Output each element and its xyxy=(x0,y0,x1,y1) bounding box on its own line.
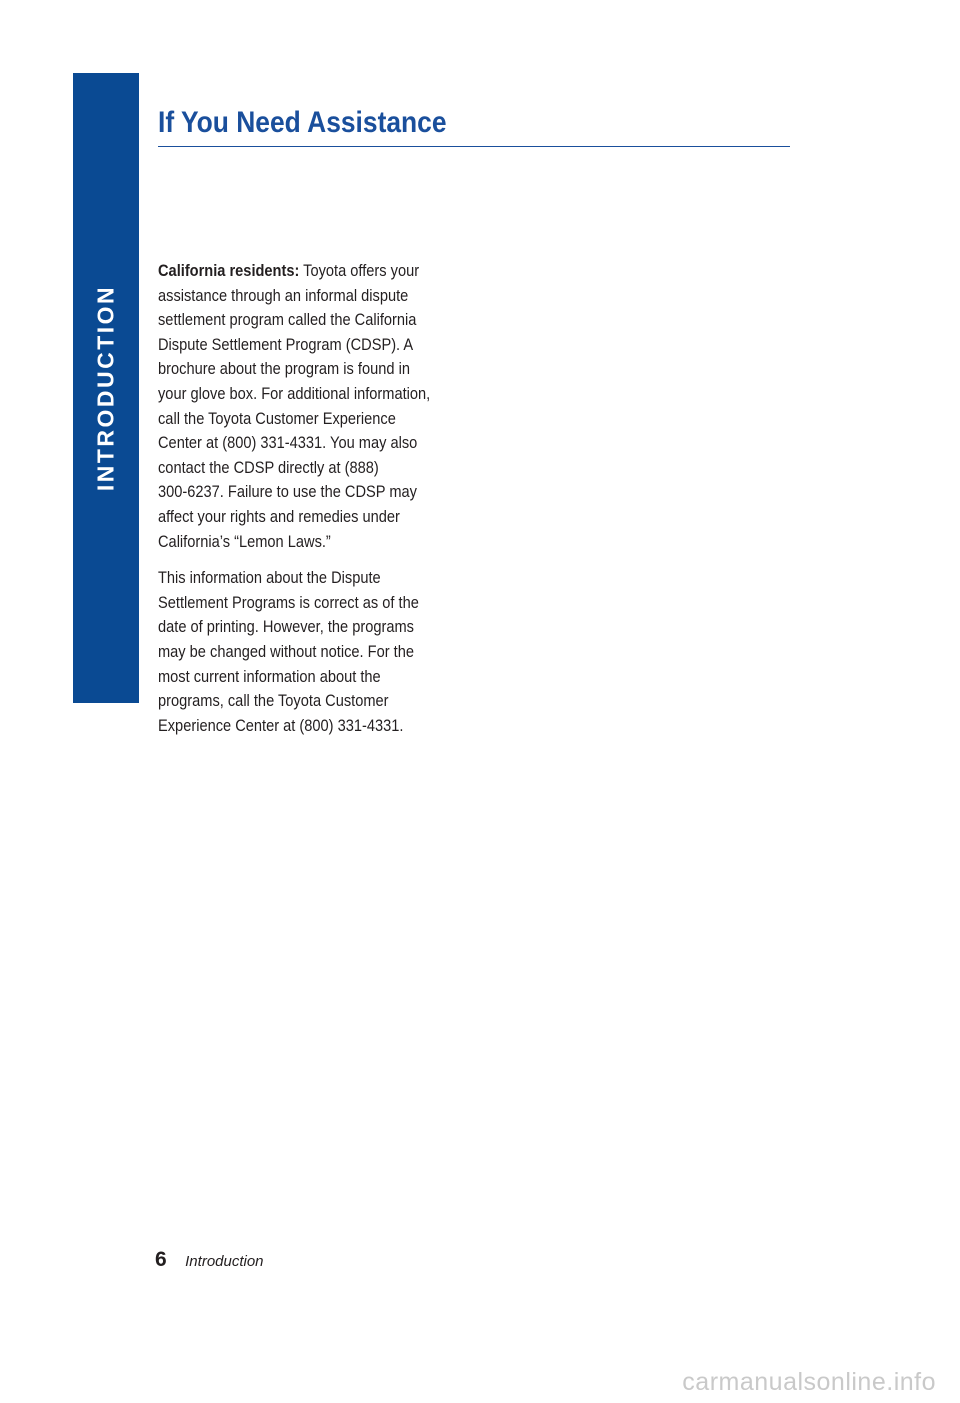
text-line: may be changed without notice. For the xyxy=(158,641,415,661)
paragraph-lead: California residents: xyxy=(158,261,300,280)
text-line: Dispute Settlement Program (CDSP). A xyxy=(158,334,414,354)
paragraph-program-information xyxy=(158,566,478,738)
text-line: assistance through an informal dispute xyxy=(158,285,409,305)
text-line: Settlement Programs is correct as of the xyxy=(158,592,419,612)
footer-section-name: Introduction xyxy=(185,1253,264,1270)
text-line: California’s “Lemon Laws.” xyxy=(158,531,331,551)
text-line: programs, call the Toyota Customer xyxy=(158,691,389,711)
text-line: call the Toyota Customer Experience xyxy=(158,408,396,428)
page-title: If You Need Assistance xyxy=(158,106,447,139)
page-footer xyxy=(155,1248,264,1272)
text-line: most current information about the xyxy=(158,666,381,686)
body-text xyxy=(158,259,478,750)
text-line: date of printing. However, the programs xyxy=(158,617,414,637)
text-line-segment: Toyota offers your xyxy=(299,261,420,280)
title-divider xyxy=(158,146,790,147)
text-line: 300-6237. Failure to use the CDSP may xyxy=(158,482,417,502)
text-line: settlement program called the California xyxy=(158,310,417,330)
text-line: your glove box. For additional information, xyxy=(158,383,431,403)
text-line: Center at (800) 331-4331. You may also xyxy=(158,433,418,453)
text-line: contact the CDSP directly at (888) xyxy=(158,457,379,477)
text-line: This information about the Dispute xyxy=(158,568,381,588)
text-line: Experience Center at (800) 331-4331. xyxy=(158,715,404,735)
paragraph-california-residents xyxy=(158,259,478,554)
page-number: 6 xyxy=(155,1248,167,1271)
text-line: brochure about the program is found in xyxy=(158,359,410,379)
section-side-tab-label: INTRODUCTION xyxy=(92,284,119,492)
watermark: carmanualsonline.info xyxy=(682,1368,936,1396)
text-line xyxy=(158,259,433,284)
text-line: affect your rights and remedies under xyxy=(158,506,400,526)
